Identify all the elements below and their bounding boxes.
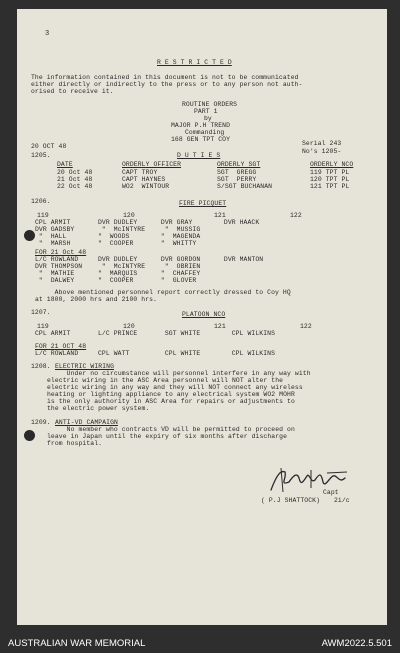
picquet-row: DVR THOMPSON " McINTYRE " OBRIEN (35, 263, 201, 270)
order-numbers: No's 1205- (302, 148, 342, 155)
signature-role: 2i/c (334, 497, 350, 504)
duties-cell: CAPT HAYNES (122, 176, 166, 183)
fire-picquet-heading: FIRE PICQUET (179, 200, 227, 207)
duties-cell: CAPT TROY (122, 169, 158, 176)
punch-hole (24, 230, 35, 241)
duties-cell: 20 Oct 48 (57, 169, 93, 176)
picquet-row: " HALL " WOODS " MAGENDA (35, 233, 201, 240)
picquet-row: L/C ROWLAND DVR DUDLEY DVR GORDON DVR MANTON (35, 256, 264, 263)
electric-text: the electric power system. (47, 405, 150, 412)
platoon-number: 119 (37, 212, 49, 219)
notice-line-1: The information contained in this document is not to be communicated (31, 74, 299, 81)
electric-text: heating or lighting appliance to any electrical system WO2 MOHR (47, 391, 295, 398)
signature-name: ( P.J SHATTOCK) (261, 497, 321, 504)
duties-cell: 22 Oct 48 (57, 183, 93, 190)
electric-text: Under no circumstance will personnel interfere in any way with (47, 370, 311, 377)
section-number: 1206. (31, 198, 51, 205)
footer-institution: AUSTRALIAN WAR MEMORIAL (8, 638, 146, 649)
archive-footer (0, 629, 400, 653)
duties-col-header: ORDERLY NCO (310, 161, 354, 168)
notice-line-2: either directly or indirectly to the press or to any person not auth- (31, 81, 303, 88)
picquet-note: Above mentioned personnel report correctly dressed to Coy HQ (35, 289, 291, 296)
picquet-note: at 1800, 2000 hrs and 2100 hrs. (35, 296, 157, 303)
duties-heading: D U T I E S (177, 152, 221, 159)
nco-row: L/C ROWLAND CPL WATT CPL WHITE CPL WILKINS (35, 350, 276, 357)
picquet-for-date: FOR 21 Oct 48 (35, 249, 87, 256)
footer-reference: AWM2022.5.501 (321, 638, 392, 649)
platoon-number: 119 (37, 323, 49, 330)
electric-text: electric wiring in any way and they will NOT connect any wireless (47, 384, 303, 391)
duties-cell: 120 TPT PL (310, 176, 350, 183)
classification-heading: R E S T R I C T E D (157, 59, 232, 66)
duties-cell: 21 Oct 48 (57, 176, 93, 183)
notice-line-3: orised to receive it. (31, 88, 114, 95)
duties-cell: SGT PERRY (217, 176, 257, 183)
page-number-mark: 3 (45, 30, 50, 38)
punch-hole (24, 430, 35, 441)
picquet-row: CPL ARMIT DVR DUDLEY DVR GRAY DVR HAACK (35, 219, 260, 226)
signature-rank: Capt (323, 489, 339, 496)
picquet-row: " DALWEY " COOPER " GLOVER (35, 277, 197, 284)
title-line: Commanding (185, 129, 225, 136)
anti-vd-text: leave in Japan until the expiry of six months after discharge (47, 433, 288, 440)
duties-cell: 119 TPT PL (310, 169, 350, 176)
duties-col-header: ORDERLY OFFICER (122, 161, 182, 168)
duties-cell: WO2 WINTOUR (122, 183, 170, 190)
platoon-number: 120 (123, 323, 135, 330)
nco-for-date: FOR 21 OCT 48 (35, 343, 87, 350)
title-line: 168 GEN TPT COY (171, 136, 231, 143)
section-number: 1208. (31, 363, 51, 370)
platoon-nco-heading: PLATOON NCO (182, 311, 226, 318)
platoon-number: 122 (300, 323, 312, 330)
nco-row: CPL ARMIT L/C PRINCE SGT WHITE CPL WILKINS (35, 330, 276, 337)
section-number: 1207. (31, 309, 51, 316)
picquet-row: " MATHIE " MARQUIS " CHAFFEY (35, 270, 201, 277)
picquet-row: " MARSH " COOPER " WHITTY (35, 240, 197, 247)
title-line: ROUTINE ORDERS (182, 101, 238, 108)
handwritten-signature (267, 464, 352, 496)
serial-number: Serial 243 (302, 140, 342, 147)
electric-text: is the only authority in ASC Area for repairs or adjustments to (47, 398, 295, 405)
title-line: MAJOR P.H TREND (171, 122, 231, 129)
duties-col-header: ORDERLY SGT (217, 161, 261, 168)
platoon-number: 120 (123, 212, 135, 219)
picquet-row: DVR GADSBY " McINTYRE " MUSSIG (35, 226, 201, 233)
anti-vd-text: No member who contracts VD will be permitted to proceed on (47, 426, 295, 433)
duties-cell: SGT GREGG (217, 169, 257, 176)
platoon-number: 121 (214, 323, 226, 330)
anti-vd-text: from hospital. (47, 440, 103, 447)
duties-col-header: DATE (57, 161, 73, 168)
title-line: by (204, 115, 212, 122)
title-line: PART 1 (194, 108, 218, 115)
platoon-number: 121 (214, 212, 226, 219)
anti-vd-heading: ANTI-VD CAMPAIGN (55, 419, 118, 426)
electric-text: electric wiring in the ASC Area personnel will NOT alter the (47, 377, 284, 384)
duties-cell: 121 TPT PL (310, 183, 350, 190)
duties-cell: S/SGT BUCHANAN (217, 183, 273, 190)
section-number: 1209. (31, 419, 51, 426)
document-page (17, 9, 387, 625)
electric-heading: ELECTRIC WIRING (55, 363, 115, 370)
platoon-number: 122 (290, 212, 302, 219)
order-date: 20 OCT 48 (31, 143, 67, 150)
section-number: 1205. (31, 152, 51, 159)
